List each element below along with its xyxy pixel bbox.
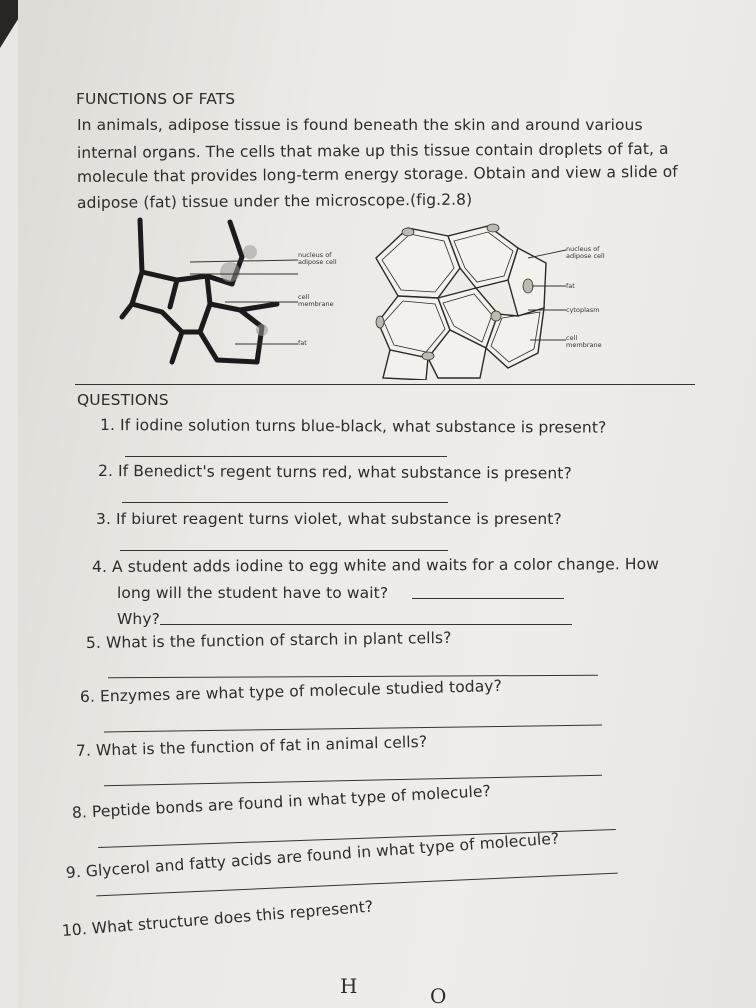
answer-blank-2[interactable] bbox=[122, 502, 448, 503]
label-lines-left bbox=[150, 250, 300, 350]
question-8: 8. Peptide bonds are found in what type of molecule? bbox=[71, 782, 492, 822]
label-nucleus-left: nucleus of adipose cell bbox=[298, 251, 337, 267]
question-10: 10. What structure does this represent? bbox=[61, 897, 374, 940]
section-divider bbox=[75, 384, 695, 385]
label-membrane-right: cell membrane bbox=[566, 334, 602, 350]
question-9: 9. Glycerol and fatty acids are found in what type of molecule? bbox=[65, 829, 560, 882]
adipose-diagram bbox=[368, 218, 548, 380]
label-lines-right bbox=[528, 240, 568, 360]
answer-blank-4a[interactable] bbox=[412, 598, 564, 599]
label-membrane-left: cell membrane bbox=[298, 293, 334, 309]
intro-line-4: adipose (fat) tissue under the microscope.(fig.2.8) bbox=[76, 190, 473, 212]
question-3: 3. If biuret reagent turns violet, what substance is present? bbox=[96, 510, 562, 528]
label-cytoplasm-right: cytoplasm bbox=[566, 306, 600, 314]
answer-blank-1[interactable] bbox=[125, 456, 447, 457]
answer-blank-4b[interactable] bbox=[160, 624, 572, 625]
label-fat-left: fat bbox=[298, 339, 307, 347]
page-title: FUNCTIONS OF FATS bbox=[76, 90, 236, 108]
question-6: 6. Enzymes are what type of molecule studied today? bbox=[79, 676, 503, 706]
question-2: 2. If Benedict's regent turns red, what substance is present? bbox=[97, 462, 572, 483]
answer-blank-3[interactable] bbox=[120, 550, 448, 551]
intro-line-3: molecule that provides long-term energy storage. Obtain and view a slide of bbox=[76, 162, 678, 186]
intro-line-2: internal organs. The cells that make up this tissue contain droplets of fat, a bbox=[76, 139, 669, 162]
label-nucleus-right: nucleus of adipose cell bbox=[566, 245, 605, 261]
intro-line-1: In animals, adipose tissue is found beneath the skin and around various bbox=[77, 116, 643, 134]
question-4-line-1: 4. A student adds iodine to egg white and waits for a color change. How bbox=[91, 555, 660, 576]
structure-letter-o: O bbox=[430, 984, 447, 1008]
question-5: 5. What is the function of starch in plant cells? bbox=[85, 628, 452, 652]
question-1: 1. If iodine solution turns blue-black, what substance is present? bbox=[99, 416, 607, 437]
questions-heading: QUESTIONS bbox=[77, 391, 169, 409]
question-4-line-3: Why? bbox=[117, 610, 160, 628]
structure-letter-h: H bbox=[340, 974, 358, 998]
question-4-line-2: long will the student have to wait? bbox=[117, 584, 389, 602]
question-7: 7. What is the function of fat in animal cells? bbox=[75, 732, 428, 760]
label-fat-right: fat bbox=[566, 282, 575, 290]
